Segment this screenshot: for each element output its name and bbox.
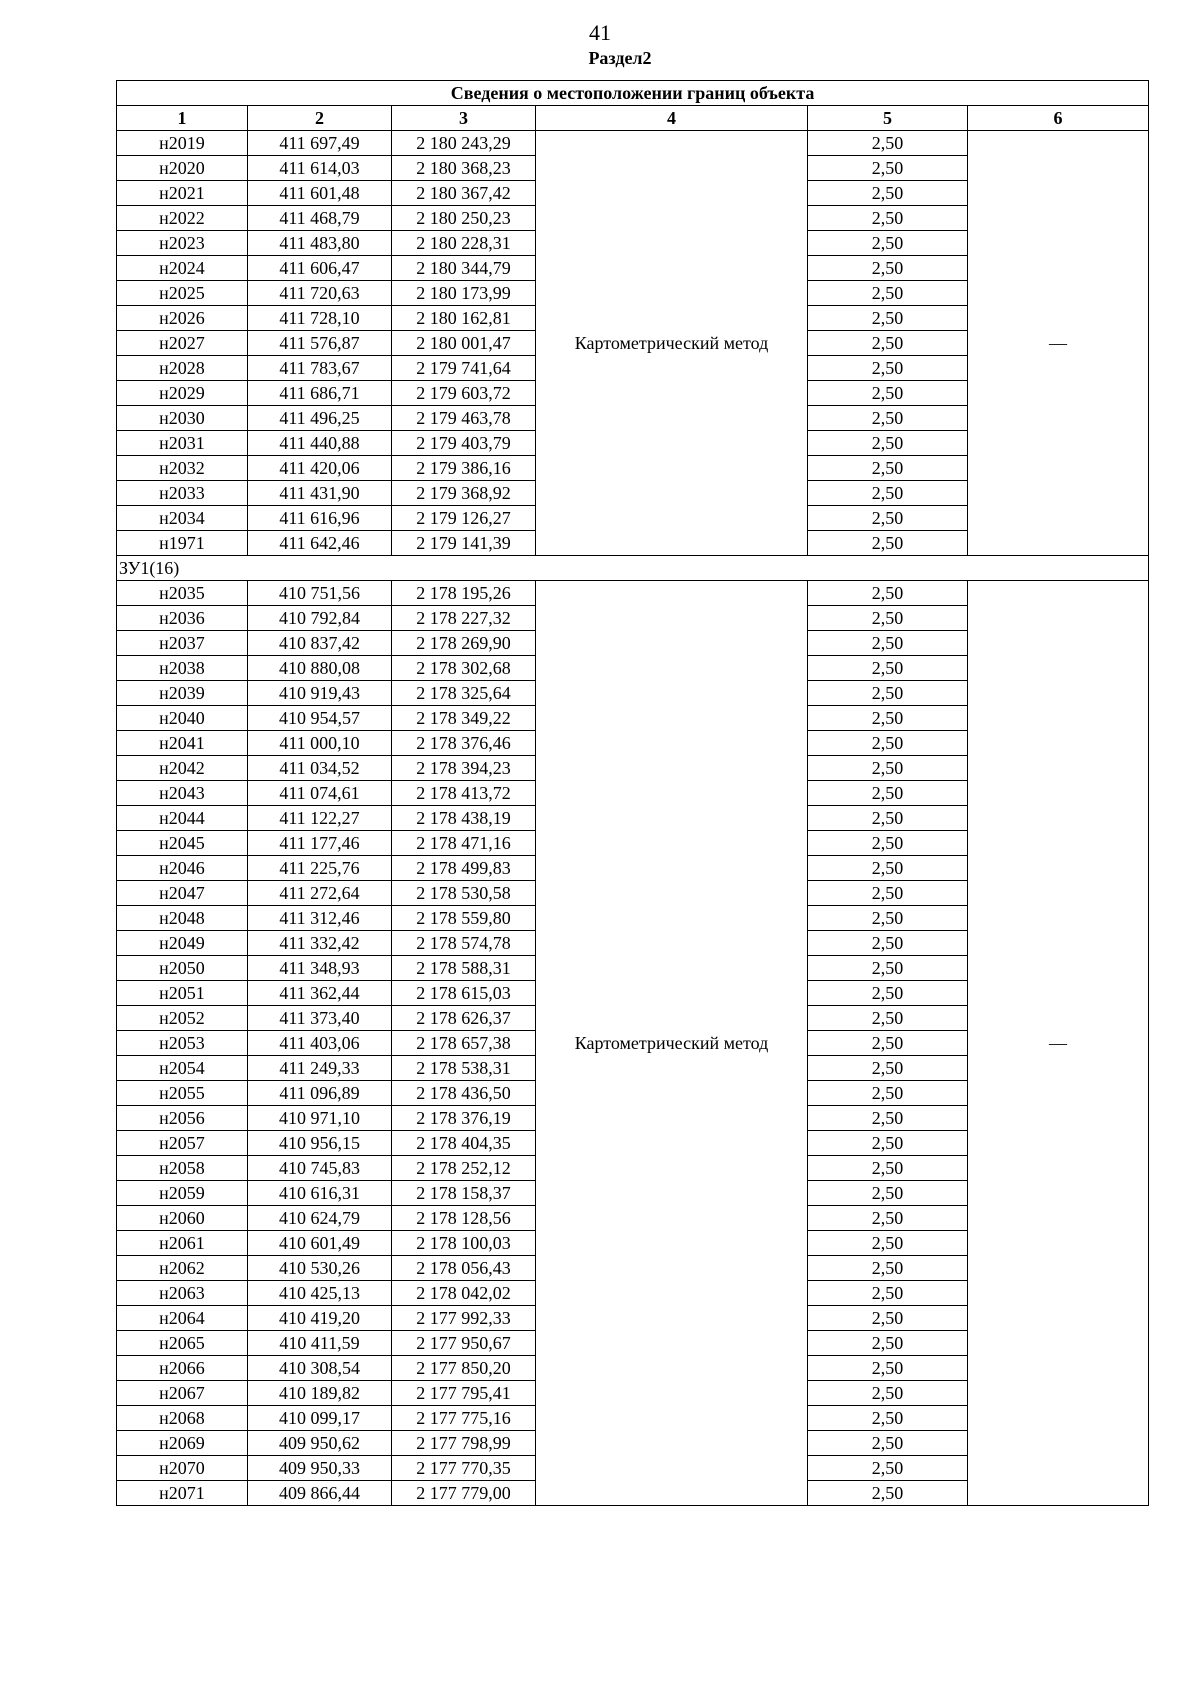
column-6-cell: —: [968, 131, 1149, 556]
x-coordinate-cell: 410 954,57: [248, 706, 392, 731]
point-name-cell: н2024: [117, 256, 248, 281]
point-name-cell: н2037: [117, 631, 248, 656]
y-coordinate-cell: 2 178 394,23: [392, 756, 536, 781]
point-name-cell: н2022: [117, 206, 248, 231]
x-coordinate-cell: 410 308,54: [248, 1356, 392, 1381]
y-coordinate-cell: 2 178 227,32: [392, 606, 536, 631]
point-name-cell: н2033: [117, 481, 248, 506]
column-header: 4: [536, 106, 808, 131]
x-coordinate-cell: 411 616,96: [248, 506, 392, 531]
y-coordinate-cell: 2 180 368,23: [392, 156, 536, 181]
accuracy-cell: 2,50: [808, 331, 968, 356]
point-name-cell: н2028: [117, 356, 248, 381]
y-coordinate-cell: 2 179 386,16: [392, 456, 536, 481]
y-coordinate-cell: 2 178 657,38: [392, 1031, 536, 1056]
y-coordinate-cell: 2 178 100,03: [392, 1231, 536, 1256]
x-coordinate-cell: 409 950,62: [248, 1431, 392, 1456]
y-coordinate-cell: 2 179 368,92: [392, 481, 536, 506]
accuracy-cell: 2,50: [808, 306, 968, 331]
y-coordinate-cell: 2 178 195,26: [392, 581, 536, 606]
point-name-cell: н2054: [117, 1056, 248, 1081]
y-coordinate-cell: 2 178 349,22: [392, 706, 536, 731]
x-coordinate-cell: 410 601,49: [248, 1231, 392, 1256]
section-title: Раздел2: [588, 48, 652, 68]
x-coordinate-cell: 411 332,42: [248, 931, 392, 956]
accuracy-cell: 2,50: [808, 1156, 968, 1181]
x-coordinate-cell: 410 099,17: [248, 1406, 392, 1431]
point-name-cell: н2045: [117, 831, 248, 856]
accuracy-cell: 2,50: [808, 1456, 968, 1481]
y-coordinate-cell: 2 178 538,31: [392, 1056, 536, 1081]
x-coordinate-cell: 411 642,46: [248, 531, 392, 556]
y-coordinate-cell: 2 178 269,90: [392, 631, 536, 656]
accuracy-cell: 2,50: [808, 481, 968, 506]
x-coordinate-cell: 411 272,64: [248, 881, 392, 906]
point-name-cell: н1971: [117, 531, 248, 556]
y-coordinate-cell: 2 180 173,99: [392, 281, 536, 306]
accuracy-cell: 2,50: [808, 1206, 968, 1231]
y-coordinate-cell: 2 178 413,72: [392, 781, 536, 806]
accuracy-cell: 2,50: [808, 781, 968, 806]
y-coordinate-cell: 2 178 252,12: [392, 1156, 536, 1181]
accuracy-cell: 2,50: [808, 181, 968, 206]
y-coordinate-cell: 2 180 344,79: [392, 256, 536, 281]
accuracy-cell: 2,50: [808, 356, 968, 381]
y-coordinate-cell: 2 178 530,58: [392, 881, 536, 906]
land-plot-label: ЗУ1(16): [117, 556, 1149, 581]
accuracy-cell: 2,50: [808, 131, 968, 156]
table-body: [117, 131, 1149, 1506]
point-name-cell: н2029: [117, 381, 248, 406]
accuracy-cell: 2,50: [808, 1481, 968, 1506]
x-coordinate-cell: 411 483,80: [248, 231, 392, 256]
accuracy-cell: 2,50: [808, 681, 968, 706]
accuracy-cell: 2,50: [808, 831, 968, 856]
point-name-cell: н2069: [117, 1431, 248, 1456]
x-coordinate-cell: 410 880,08: [248, 656, 392, 681]
x-coordinate-cell: 411 496,25: [248, 406, 392, 431]
column-number-row: [117, 106, 1149, 131]
point-name-cell: н2056: [117, 1106, 248, 1131]
y-coordinate-cell: 2 178 325,64: [392, 681, 536, 706]
x-coordinate-cell: 411 468,79: [248, 206, 392, 231]
point-name-cell: н2040: [117, 706, 248, 731]
y-coordinate-cell: 2 180 367,42: [392, 181, 536, 206]
y-coordinate-cell: 2 179 463,78: [392, 406, 536, 431]
x-coordinate-cell: 410 425,13: [248, 1281, 392, 1306]
accuracy-cell: 2,50: [808, 256, 968, 281]
point-name-cell: н2050: [117, 956, 248, 981]
x-coordinate-cell: 410 411,59: [248, 1331, 392, 1356]
accuracy-cell: 2,50: [808, 506, 968, 531]
y-coordinate-cell: 2 180 162,81: [392, 306, 536, 331]
x-coordinate-cell: 411 606,47: [248, 256, 392, 281]
x-coordinate-cell: 410 837,42: [248, 631, 392, 656]
y-coordinate-cell: 2 178 574,78: [392, 931, 536, 956]
x-coordinate-cell: 411 614,03: [248, 156, 392, 181]
x-coordinate-cell: 411 000,10: [248, 731, 392, 756]
table-title-row: [117, 81, 1149, 106]
x-coordinate-cell: 411 096,89: [248, 1081, 392, 1106]
x-coordinate-cell: 411 783,67: [248, 356, 392, 381]
column-header: 6: [968, 106, 1149, 131]
x-coordinate-cell: 411 686,71: [248, 381, 392, 406]
x-coordinate-cell: 411 312,46: [248, 906, 392, 931]
accuracy-cell: 2,50: [808, 856, 968, 881]
accuracy-cell: 2,50: [808, 606, 968, 631]
accuracy-cell: 2,50: [808, 231, 968, 256]
accuracy-cell: 2,50: [808, 431, 968, 456]
y-coordinate-cell: 2 177 770,35: [392, 1456, 536, 1481]
point-name-cell: н2026: [117, 306, 248, 331]
point-name-cell: н2059: [117, 1181, 248, 1206]
y-coordinate-cell: 2 178 436,50: [392, 1081, 536, 1106]
point-name-cell: н2038: [117, 656, 248, 681]
x-coordinate-cell: 410 745,83: [248, 1156, 392, 1181]
point-name-cell: н2061: [117, 1231, 248, 1256]
method-cell: Картометрический метод: [536, 131, 808, 556]
accuracy-cell: 2,50: [808, 1031, 968, 1056]
x-coordinate-cell: 410 956,15: [248, 1131, 392, 1156]
point-name-cell: н2068: [117, 1406, 248, 1431]
accuracy-cell: 2,50: [808, 1331, 968, 1356]
point-name-cell: н2066: [117, 1356, 248, 1381]
accuracy-cell: 2,50: [808, 406, 968, 431]
x-coordinate-cell: 411 431,90: [248, 481, 392, 506]
y-coordinate-cell: 2 178 376,19: [392, 1106, 536, 1131]
point-name-cell: н2064: [117, 1306, 248, 1331]
x-coordinate-cell: 411 403,06: [248, 1031, 392, 1056]
x-coordinate-cell: 411 373,40: [248, 1006, 392, 1031]
y-coordinate-cell: 2 180 250,23: [392, 206, 536, 231]
point-name-cell: н2044: [117, 806, 248, 831]
accuracy-cell: 2,50: [808, 456, 968, 481]
column-header: 3: [392, 106, 536, 131]
y-coordinate-cell: 2 178 158,37: [392, 1181, 536, 1206]
point-name-cell: н2031: [117, 431, 248, 456]
y-coordinate-cell: 2 177 992,33: [392, 1306, 536, 1331]
x-coordinate-cell: 411 720,63: [248, 281, 392, 306]
x-coordinate-cell: 410 189,82: [248, 1381, 392, 1406]
y-coordinate-cell: 2 177 779,00: [392, 1481, 536, 1506]
y-coordinate-cell: 2 180 243,29: [392, 131, 536, 156]
accuracy-cell: 2,50: [808, 981, 968, 1006]
x-coordinate-cell: 410 530,26: [248, 1256, 392, 1281]
accuracy-cell: 2,50: [808, 381, 968, 406]
point-name-cell: н2020: [117, 156, 248, 181]
accuracy-cell: 2,50: [808, 906, 968, 931]
y-coordinate-cell: 2 178 615,03: [392, 981, 536, 1006]
y-coordinate-cell: 2 180 001,47: [392, 331, 536, 356]
point-name-cell: н2057: [117, 1131, 248, 1156]
accuracy-cell: 2,50: [808, 156, 968, 181]
y-coordinate-cell: 2 177 850,20: [392, 1356, 536, 1381]
y-coordinate-cell: 2 179 603,72: [392, 381, 536, 406]
point-name-cell: н2047: [117, 881, 248, 906]
x-coordinate-cell: 411 177,46: [248, 831, 392, 856]
accuracy-cell: 2,50: [808, 1381, 968, 1406]
accuracy-cell: 2,50: [808, 1006, 968, 1031]
accuracy-cell: 2,50: [808, 1056, 968, 1081]
point-name-cell: н2048: [117, 906, 248, 931]
point-name-cell: н2036: [117, 606, 248, 631]
point-name-cell: н2060: [117, 1206, 248, 1231]
y-coordinate-cell: 2 178 128,56: [392, 1206, 536, 1231]
y-coordinate-cell: 2 177 950,67: [392, 1331, 536, 1356]
point-name-cell: н2019: [117, 131, 248, 156]
y-coordinate-cell: 2 179 741,64: [392, 356, 536, 381]
y-coordinate-cell: 2 178 626,37: [392, 1006, 536, 1031]
point-name-cell: н2023: [117, 231, 248, 256]
point-name-cell: н2042: [117, 756, 248, 781]
x-coordinate-cell: 411 034,52: [248, 756, 392, 781]
point-name-cell: н2063: [117, 1281, 248, 1306]
point-name-cell: н2058: [117, 1156, 248, 1181]
point-name-cell: н2043: [117, 781, 248, 806]
accuracy-cell: 2,50: [808, 806, 968, 831]
column-6-cell: —: [968, 581, 1149, 1506]
point-name-cell: н2032: [117, 456, 248, 481]
accuracy-cell: 2,50: [808, 531, 968, 556]
y-coordinate-cell: 2 178 302,68: [392, 656, 536, 681]
page-number: 41: [589, 20, 611, 45]
accuracy-cell: 2,50: [808, 1406, 968, 1431]
y-coordinate-cell: 2 179 141,39: [392, 531, 536, 556]
y-coordinate-cell: 2 179 403,79: [392, 431, 536, 456]
accuracy-cell: 2,50: [808, 956, 968, 981]
point-name-cell: н2062: [117, 1256, 248, 1281]
x-coordinate-cell: 410 792,84: [248, 606, 392, 631]
accuracy-cell: 2,50: [808, 1131, 968, 1156]
accuracy-cell: 2,50: [808, 881, 968, 906]
x-coordinate-cell: 409 950,33: [248, 1456, 392, 1481]
x-coordinate-cell: 411 074,61: [248, 781, 392, 806]
x-coordinate-cell: 411 362,44: [248, 981, 392, 1006]
y-coordinate-cell: 2 178 438,19: [392, 806, 536, 831]
accuracy-cell: 2,50: [808, 1181, 968, 1206]
accuracy-cell: 2,50: [808, 1431, 968, 1456]
accuracy-cell: 2,50: [808, 656, 968, 681]
accuracy-cell: 2,50: [808, 1281, 968, 1306]
point-name-cell: н2051: [117, 981, 248, 1006]
y-coordinate-cell: 2 178 471,16: [392, 831, 536, 856]
x-coordinate-cell: 409 866,44: [248, 1481, 392, 1506]
column-header: 1: [117, 106, 248, 131]
accuracy-cell: 2,50: [808, 631, 968, 656]
column-header: 5: [808, 106, 968, 131]
y-coordinate-cell: 2 177 775,16: [392, 1406, 536, 1431]
x-coordinate-cell: 411 348,93: [248, 956, 392, 981]
y-coordinate-cell: 2 177 798,99: [392, 1431, 536, 1456]
accuracy-cell: 2,50: [808, 1256, 968, 1281]
y-coordinate-cell: 2 178 588,31: [392, 956, 536, 981]
x-coordinate-cell: 410 624,79: [248, 1206, 392, 1231]
accuracy-cell: 2,50: [808, 931, 968, 956]
table-title: Сведения о местоположении границ объекта: [117, 81, 1149, 106]
x-coordinate-cell: 411 122,27: [248, 806, 392, 831]
x-coordinate-cell: 411 697,49: [248, 131, 392, 156]
y-coordinate-cell: 2 178 499,83: [392, 856, 536, 881]
accuracy-cell: 2,50: [808, 1106, 968, 1131]
x-coordinate-cell: 410 971,10: [248, 1106, 392, 1131]
accuracy-cell: 2,50: [808, 281, 968, 306]
point-name-cell: н2030: [117, 406, 248, 431]
y-coordinate-cell: 2 179 126,27: [392, 506, 536, 531]
x-coordinate-cell: 410 616,31: [248, 1181, 392, 1206]
point-name-cell: н2025: [117, 281, 248, 306]
y-coordinate-cell: 2 178 404,35: [392, 1131, 536, 1156]
y-coordinate-cell: 2 178 559,80: [392, 906, 536, 931]
point-name-cell: н2027: [117, 331, 248, 356]
point-name-cell: н2053: [117, 1031, 248, 1056]
x-coordinate-cell: 410 419,20: [248, 1306, 392, 1331]
x-coordinate-cell: 411 576,87: [248, 331, 392, 356]
accuracy-cell: 2,50: [808, 706, 968, 731]
point-name-cell: н2035: [117, 581, 248, 606]
column-header: 2: [248, 106, 392, 131]
accuracy-cell: 2,50: [808, 1231, 968, 1256]
point-name-cell: н2052: [117, 1006, 248, 1031]
x-coordinate-cell: 411 601,48: [248, 181, 392, 206]
boundary-coordinates-table: [116, 80, 1149, 1506]
x-coordinate-cell: 411 249,33: [248, 1056, 392, 1081]
x-coordinate-cell: 411 420,06: [248, 456, 392, 481]
point-name-cell: н2055: [117, 1081, 248, 1106]
accuracy-cell: 2,50: [808, 756, 968, 781]
accuracy-cell: 2,50: [808, 1356, 968, 1381]
accuracy-cell: 2,50: [808, 731, 968, 756]
point-name-cell: н2039: [117, 681, 248, 706]
y-coordinate-cell: 2 178 042,02: [392, 1281, 536, 1306]
y-coordinate-cell: 2 180 228,31: [392, 231, 536, 256]
y-coordinate-cell: 2 178 056,43: [392, 1256, 536, 1281]
point-name-cell: н2067: [117, 1381, 248, 1406]
accuracy-cell: 2,50: [808, 581, 968, 606]
y-coordinate-cell: 2 177 795,41: [392, 1381, 536, 1406]
point-name-cell: н2071: [117, 1481, 248, 1506]
x-coordinate-cell: 411 225,76: [248, 856, 392, 881]
accuracy-cell: 2,50: [808, 206, 968, 231]
point-name-cell: н2034: [117, 506, 248, 531]
accuracy-cell: 2,50: [808, 1081, 968, 1106]
point-name-cell: н2070: [117, 1456, 248, 1481]
x-coordinate-cell: 411 728,10: [248, 306, 392, 331]
x-coordinate-cell: 410 751,56: [248, 581, 392, 606]
x-coordinate-cell: 411 440,88: [248, 431, 392, 456]
table-row: [117, 131, 1149, 156]
accuracy-cell: 2,50: [808, 1306, 968, 1331]
point-name-cell: н2049: [117, 931, 248, 956]
table-row: [117, 581, 1149, 606]
section-label-row: [117, 556, 1149, 581]
point-name-cell: н2046: [117, 856, 248, 881]
y-coordinate-cell: 2 178 376,46: [392, 731, 536, 756]
x-coordinate-cell: 410 919,43: [248, 681, 392, 706]
method-cell: Картометрический метод: [536, 581, 808, 1506]
point-name-cell: н2021: [117, 181, 248, 206]
point-name-cell: н2041: [117, 731, 248, 756]
point-name-cell: н2065: [117, 1331, 248, 1356]
